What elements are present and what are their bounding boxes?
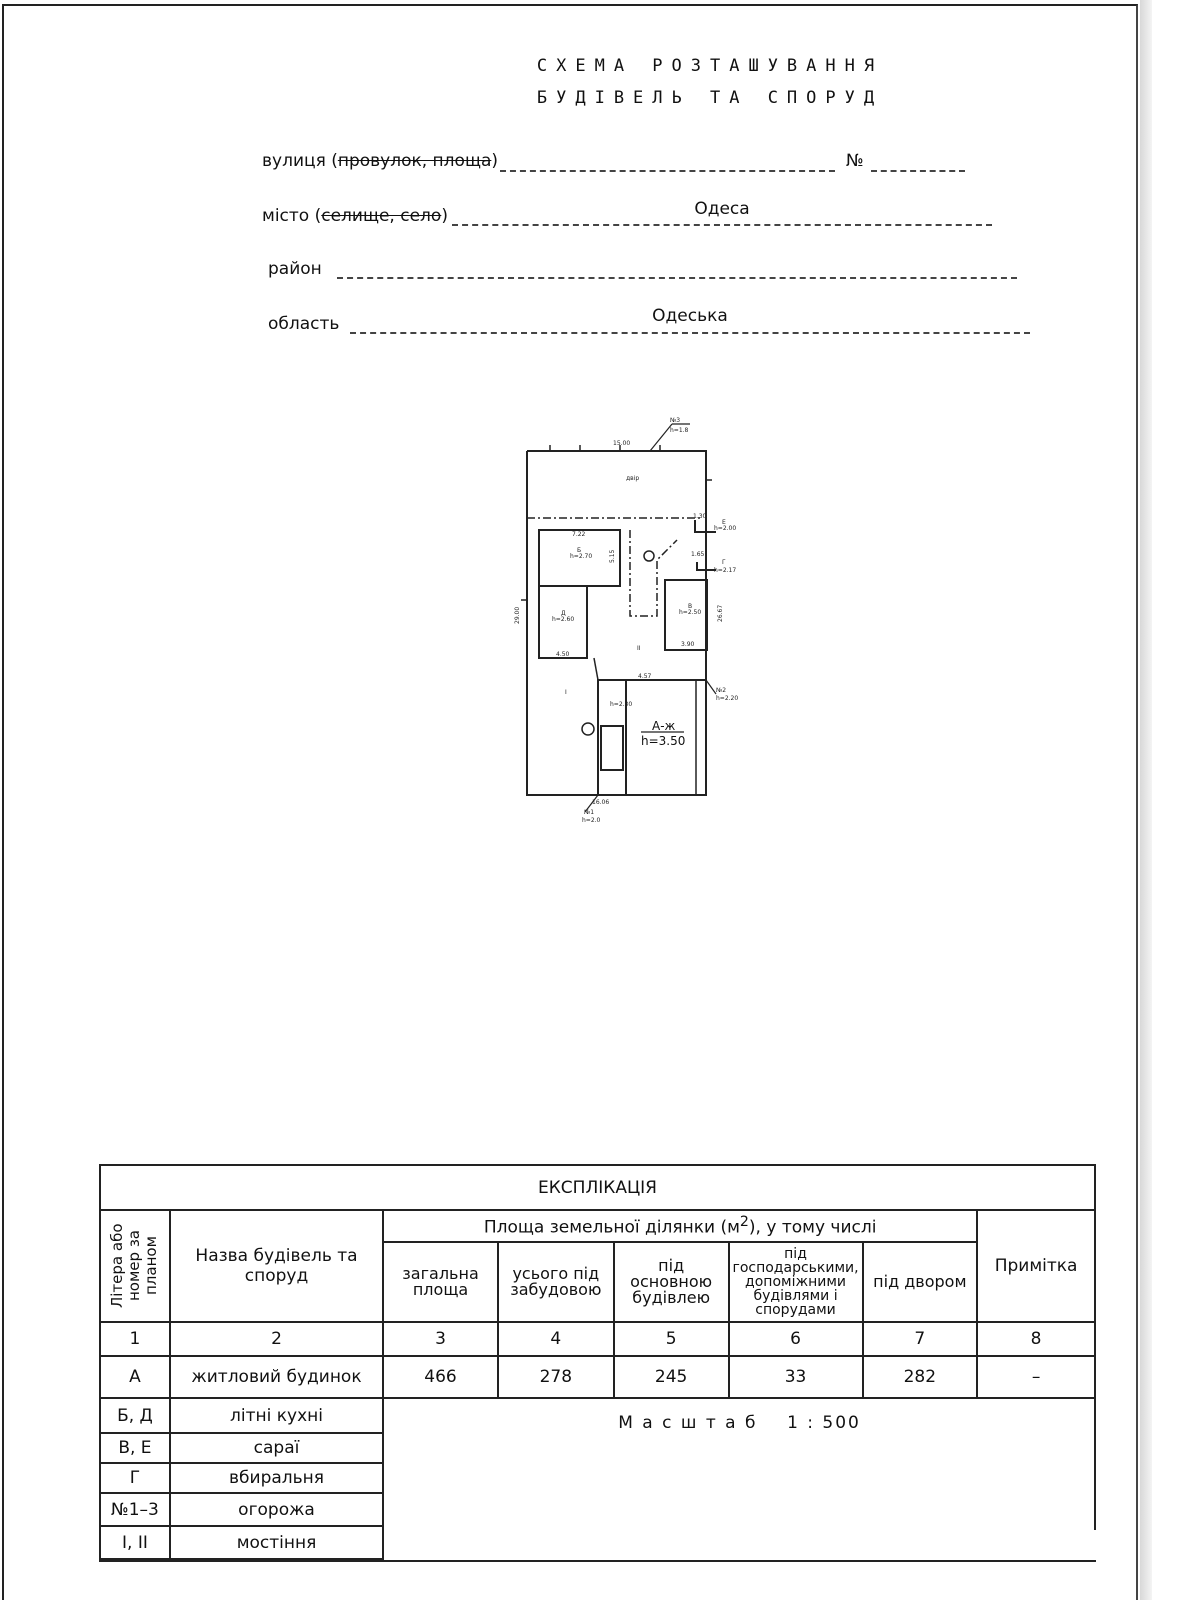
main-total: 466	[383, 1356, 498, 1398]
main-name: житловий будинок	[170, 1356, 383, 1398]
dim-left: 29.00	[514, 606, 521, 624]
label-a: А-ж	[652, 719, 676, 733]
fence3-h: h=1.8	[670, 427, 689, 434]
dim-b2: 5.15	[609, 549, 616, 563]
label-h: h=3.50	[641, 734, 686, 748]
scale-cell	[383, 1398, 1095, 1559]
fence-ticks	[521, 445, 712, 600]
main-yard: 282	[863, 1356, 978, 1398]
row-name: мостіння	[170, 1526, 383, 1559]
region-value: Одеська	[652, 306, 728, 326]
dim-130: 1.30	[693, 513, 707, 520]
fence2-label: №2	[716, 687, 727, 694]
main-aux: 33	[729, 1356, 863, 1398]
h-v: h=2.50	[679, 609, 702, 616]
pump-icon	[644, 551, 654, 561]
plan-yard-label: двір	[626, 475, 640, 482]
lit-d: Д	[561, 610, 566, 617]
num-3: 3	[383, 1322, 498, 1356]
h-a1: h=2.30	[610, 701, 633, 708]
mostinnya-1: I	[565, 689, 567, 696]
row-name: літні кухні	[170, 1398, 383, 1433]
title-line-1: СХЕМА РОЗТАШУВАННЯ	[536, 56, 884, 76]
num-8: 8	[977, 1322, 1095, 1356]
scale-label: М а с ш т а б	[618, 1413, 758, 1433]
col-note: Примітка	[977, 1210, 1095, 1322]
col-built: усього під забудовою	[498, 1242, 614, 1322]
h-b: h=2.70	[570, 553, 593, 560]
num-2: 2	[170, 1322, 383, 1356]
lit-e: Е	[722, 519, 726, 526]
path-boundary	[630, 530, 677, 616]
row-name: вбиральня	[170, 1463, 383, 1493]
street-label: вулиця (провулок, площа)	[262, 151, 499, 171]
city-label: місто (селище, село)	[262, 206, 448, 226]
col-yard: під двором	[863, 1242, 978, 1322]
num-6: 6	[729, 1322, 863, 1356]
h-g: h=2.17	[714, 567, 737, 574]
dim-top: 15.00	[613, 440, 631, 447]
table-bottom-line	[99, 1560, 1096, 1562]
row-letter: Б, Д	[100, 1398, 170, 1433]
row-name: сараї	[170, 1433, 383, 1463]
city-value: Одеса	[694, 199, 750, 219]
porch	[601, 726, 623, 770]
dim-bottom: 16.06	[592, 799, 610, 806]
main-built: 278	[498, 1356, 614, 1398]
dim-457: 4.57	[638, 673, 652, 680]
well-icon	[582, 723, 594, 735]
h-e: h=2.00	[714, 525, 737, 532]
fence3-label: №3	[670, 417, 681, 424]
num-5: 5	[614, 1322, 729, 1356]
dim-165: 1.65	[691, 551, 705, 558]
row-letter: Г	[100, 1463, 170, 1493]
scale-value: 1 : 500	[787, 1413, 861, 1433]
col-letter: Літера або номер за планом	[100, 1210, 170, 1322]
district-label: район	[268, 259, 322, 279]
col-name: Назва будівель та споруд	[170, 1210, 383, 1322]
main-note: –	[977, 1356, 1095, 1398]
row-name: огорожа	[170, 1493, 383, 1526]
h-d: h=2.60	[552, 616, 575, 623]
lit-v: В	[688, 603, 693, 610]
num-1: 1	[100, 1322, 170, 1356]
main-main: 245	[614, 1356, 729, 1398]
num-4: 4	[498, 1322, 614, 1356]
dim-right: 26.67	[717, 604, 724, 622]
dim-b: 7.22	[572, 531, 586, 538]
col-total: загальна площа	[383, 1242, 498, 1322]
main-letter: А	[100, 1356, 170, 1398]
fence2-h: h=2.20	[716, 695, 739, 702]
lit-g: Г	[722, 559, 726, 566]
num-7: 7	[863, 1322, 978, 1356]
fence1-h: h=2.0	[582, 817, 601, 824]
row-letter: I, II	[100, 1526, 170, 1559]
dim-v: 3.90	[681, 641, 695, 648]
row-letter: В, Е	[100, 1433, 170, 1463]
table-row	[100, 1356, 1095, 1398]
col-aux: під господарськими, допоміжними будівлями і спорудами	[729, 1242, 863, 1322]
table-row	[100, 1398, 1095, 1433]
lit-b: Б	[577, 547, 582, 554]
fence1-label: №1	[584, 809, 595, 816]
dim-d: 4.50	[556, 651, 570, 658]
region-label: область	[268, 314, 340, 334]
explication-table	[99, 1164, 1096, 1560]
number-label: №	[846, 151, 864, 171]
mostinnya-2: II	[637, 645, 641, 652]
explication-title: ЕКСПЛІКАЦІЯ	[100, 1165, 1095, 1210]
row-letter: №1–3	[100, 1493, 170, 1526]
table-right-line	[1094, 1164, 1096, 1530]
area-group-header: Площа земельної ділянки $(м^2)$, у тому числі	[383, 1210, 977, 1242]
col-main: під основною будівлею	[614, 1242, 729, 1322]
title-line-2: БУДІВЕЛЬ ТА СПОРУД	[536, 88, 884, 108]
